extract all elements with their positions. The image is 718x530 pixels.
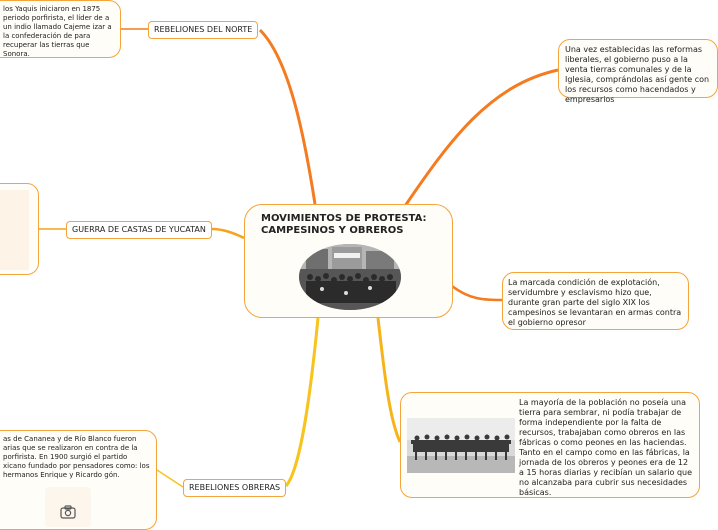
label-rebeliones-obreras[interactable]: REBELIONES OBRERAS [183,479,286,497]
link-central-explotacion [452,286,502,300]
central-title: MOVIMIENTOS DE PROTESTA: CAMPESINOS Y OBREROS [261,213,427,236]
link-central-obreras [286,318,318,486]
link-central-castas [212,229,244,238]
camera-icon [60,505,76,519]
link-central-norte [260,30,315,204]
link-central-reformas [405,70,558,206]
note-explotacion-text: La marcada condición de explotación, servidumbre y esclavismo hizo que, durante gran parte del siglo XIX los campesinos se levantaran en armas contra el gobierno opresor [508,278,682,327]
note-explotacion[interactable] [502,272,689,330]
note-reformas[interactable] [558,39,718,104]
image-attachment-slot[interactable] [45,487,91,527]
note-rebeliones-obreras[interactable] [0,430,157,530]
note-poblacion-text: La mayoría de la población no poseía una tierra para sembrar, ni podía trabajar de forma independiente por la falta de recursos, trabajaban como obreros en las fábricas o como peones en las haciendas. Tanto en el campo como en las fábricas, la jornada de los obreros y peones era de 12 a 15 horas diarias y recibían un salario que no alcanzaba para cubrir sus necesidades básicas. [519,398,693,497]
note-reformas-text: Una vez establecidas las reformas liberales, el gobierno puso a la venta tierras comunales y de la Iglesia, comprándolas así gente con los recursos como hacendados y empresarios [565,45,710,104]
crowd-photo [298,243,402,311]
link-central-poblacion [378,318,400,442]
label-rebeliones-norte[interactable]: REBELIONES DEL NORTE [148,21,258,39]
note-rebeliones-norte[interactable] [0,0,121,58]
note-rebeliones-obreras-text: as de Cananea y de Río Blanco fueron arias que se realizaron en contra de la porfirista. En 1900 surgió el partido xicano fundado por pensadores como: los hermanos Enrique y Ricardo gón. [3,435,150,479]
label-guerra-castas[interactable]: GUERRA DE CASTAS DE YUCATAN [66,221,212,239]
note-guerra-castas[interactable] [0,183,39,275]
cavalry-photo [407,418,515,473]
central-node[interactable] [244,204,453,318]
note-poblacion[interactable] [400,392,700,498]
empty-image-placeholder [0,190,29,270]
note-rebeliones-norte-text: los Yaquis iniciaron en 1875 periodo porfirista, el líder de a un indio llamado Cajeme izar a la confederación de para recuperar las tierras que Sonora. [3,5,112,58]
link-obreras-text [157,470,183,487]
